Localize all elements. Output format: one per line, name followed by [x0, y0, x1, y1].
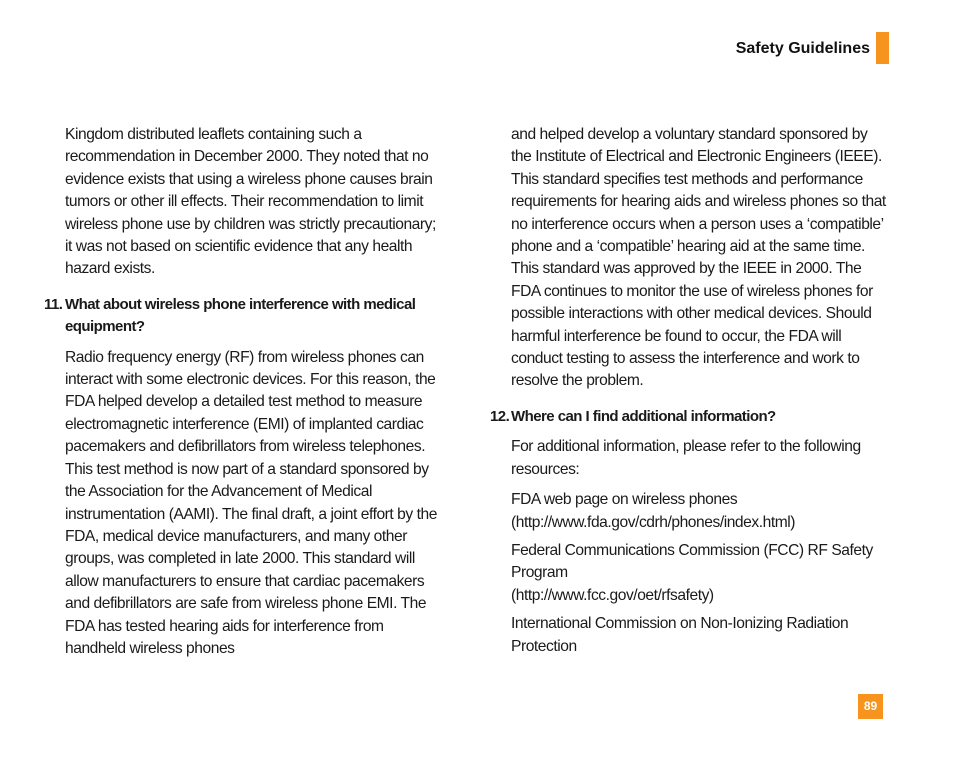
continued-paragraph: and helped develop a voluntary standard sponsored by the Institute of Electrical and Electronic Engineers (IEEE). This standard specifies test methods and performance requirements for hearing aids and wireless phones so that no interference occurs when a person uses a ‘compatible’ phone and a ‘compatible’ hearing aid at the same time. This standard was approved by the IEEE in 2000. The FDA continues to monitor the use of wireless phones for possible interactions with other medical devices. Should harmful interference be found to occur, the FDA will conduct testing to assess the interference and work to resolve the problem.	[511, 126, 886, 390]
intro-paragraph: Kingdom distributed leaflets containing such a recommendation in December 2000. They noted that no evidence exists that using a wireless phone causes brain tumors or other ill effects. Their recommendation to limit wireless phone use by children was strictly precautionary; it was not based on scientific evidence that any health hazard exists.	[65, 126, 436, 278]
answer-12-intro: For additional information, please refer to the following resources:	[511, 438, 861, 478]
resource-item	[511, 540, 890, 607]
resource-item	[511, 489, 890, 534]
question-11-number: 11.	[44, 295, 63, 313]
resource-name: Federal Communications Commission (FCC) RF Safety Program	[511, 541, 873, 582]
section-tab-marker	[876, 32, 889, 64]
question-11-heading	[44, 294, 444, 339]
resource-name: FDA web page on wireless phones	[511, 491, 738, 509]
question-11-text: What about wireless phone interference with medical equipment?	[65, 295, 416, 336]
page-number-badge: 89	[858, 694, 883, 719]
resource-url: (http://www.fda.gov/cdrh/phones/index.html)	[511, 513, 796, 531]
right-column	[490, 124, 890, 658]
question-12-text: Where can I find additional information?	[511, 407, 776, 425]
left-column	[44, 124, 444, 660]
question-12-heading	[490, 406, 890, 428]
question-12-number: 12.	[490, 407, 510, 425]
answer-11-paragraph: Radio frequency energy (RF) from wireless phones can interact with some electronic devices. For this reason, the FDA helped develop a detailed test method to measure electromagnetic interference (EMI) of implanted cardiac pacemakers and defibrillators from wireless telephones. This test method is now part of a standard sponsored by the Association for the Advancement of Medical instrumentation (AAMI). The final draft, a joint effort by the FDA, medical device manufacturers, and many other groups, was completed in late 2000. This standard will allow manufacturers to ensure that cardiac pacemakers and defibrillators are safe from wireless phone EMI. The FDA has tested hearing aids for interference from handheld wireless phones	[65, 348, 437, 657]
resource-url: (http://www.fcc.gov/oet/rfsafety)	[511, 586, 714, 604]
page-section-title: Safety Guidelines	[735, 40, 870, 57]
resource-item-last: International Commission on Non-Ionizing Radiation Protection	[511, 615, 849, 655]
